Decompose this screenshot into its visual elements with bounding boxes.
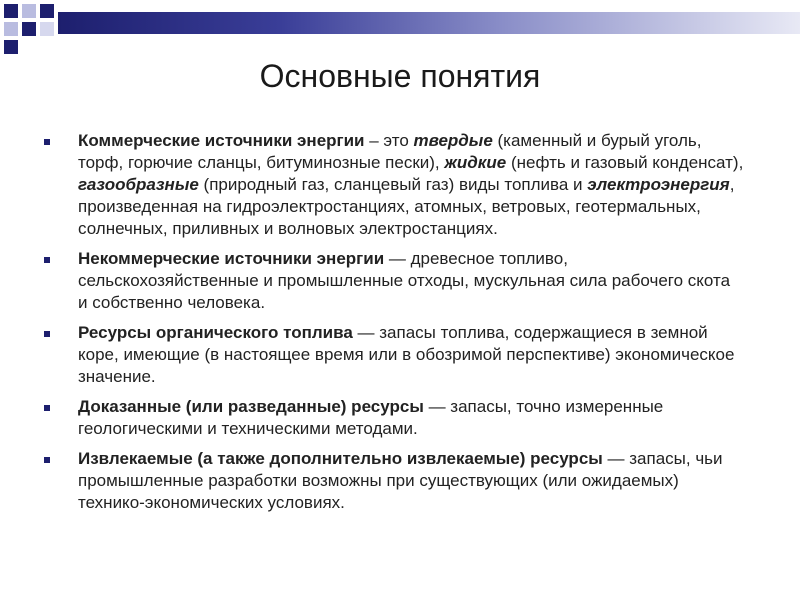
emphasis: жидкие bbox=[444, 153, 507, 172]
term: Коммерческие источники энергии bbox=[78, 131, 365, 150]
list-item bbox=[44, 322, 744, 388]
emphasis: газообразные bbox=[78, 175, 199, 194]
text: — запасы топлива, содержащиеся в земной коре, имеющие (в настоящее время или в обозримой перспективе) экономическое значение. bbox=[78, 323, 735, 386]
text: (каменный и бурый уголь, торф, горючие сланцы, битуминозные пески), bbox=[78, 131, 702, 172]
list-item bbox=[44, 248, 744, 314]
text: (нефть и газовый конденсат), bbox=[506, 153, 744, 172]
decorative-squares-logo bbox=[0, 0, 80, 60]
text: — запасы, точно измеренные геологическими и техническими методами. bbox=[78, 397, 664, 438]
square-bullet-icon bbox=[44, 457, 50, 463]
slide-title: Основные понятия bbox=[259, 58, 541, 94]
decor-square bbox=[4, 22, 18, 36]
decor-square bbox=[4, 4, 18, 18]
text: , произведенная на гидроэлектростанциях, атомных, ветровых, геотермальных, солнечных, приливных и волновых электростанциях. bbox=[78, 175, 735, 238]
emphasis: электроэнергия bbox=[587, 175, 730, 194]
bullet-list bbox=[44, 130, 744, 522]
list-item bbox=[44, 396, 744, 440]
square-bullet-icon bbox=[44, 331, 50, 337]
term: Некоммерческие источники энергии bbox=[78, 249, 385, 268]
emphasis: твердые bbox=[413, 131, 493, 150]
square-bullet-icon bbox=[44, 139, 50, 145]
term: Ресурсы органического топлива bbox=[78, 323, 353, 342]
text: – это bbox=[364, 131, 414, 150]
text: — запасы, чьи промышленные разработки возможны при существующих (или ожидаемых) технико-экономических условиях. bbox=[78, 449, 723, 512]
decor-square bbox=[4, 40, 18, 54]
text: (природный газ, сланцевый газ) виды топлива и bbox=[198, 175, 588, 194]
list-item bbox=[44, 448, 744, 514]
header-gradient-band bbox=[58, 12, 800, 34]
list-item bbox=[44, 130, 744, 240]
text: — древесное топливо, сельскохозяйственные и промышленные отходы, мускульная сила рабочего скота и собственно человека. bbox=[78, 249, 731, 312]
decor-square bbox=[40, 4, 54, 18]
decor-square bbox=[22, 4, 36, 18]
square-bullet-icon bbox=[44, 405, 50, 411]
square-bullet-icon bbox=[44, 257, 50, 263]
decor-square bbox=[22, 22, 36, 36]
decor-square bbox=[40, 22, 54, 36]
term: Извлекаемые (а также дополнительно извлекаемые) ресурсы bbox=[78, 449, 603, 468]
term: Доказанные (или разведанные) ресурсы bbox=[78, 397, 424, 416]
